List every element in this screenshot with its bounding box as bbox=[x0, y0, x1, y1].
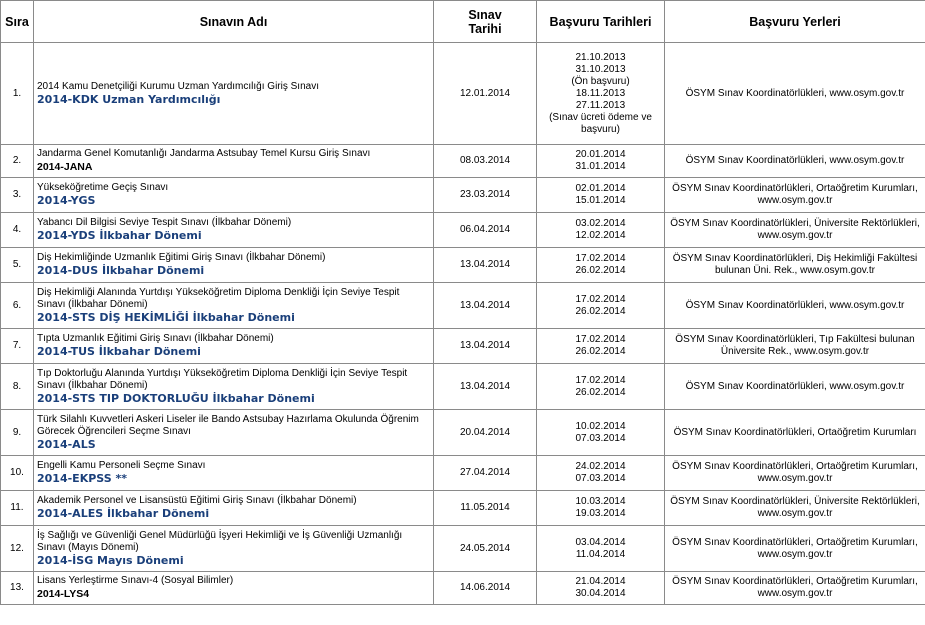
exam-date: 13.04.2014 bbox=[434, 364, 537, 410]
application-date-line: 26.02.2014 bbox=[575, 346, 626, 357]
application-dates bbox=[537, 456, 665, 491]
application-places bbox=[665, 491, 925, 526]
application-date-line: 27.11.2013 bbox=[575, 99, 626, 111]
application-place-line: Üniversite Rek., www.osym.gov.tr bbox=[720, 346, 870, 357]
application-dates bbox=[537, 526, 665, 572]
application-date-line: 26.02.2014 bbox=[575, 386, 626, 398]
application-places bbox=[665, 178, 925, 213]
application-date-line: 17.02.2014 bbox=[575, 253, 626, 264]
table-row bbox=[1, 178, 925, 213]
table-row bbox=[1, 283, 925, 329]
application-place-line: ÖSYM Sınav Koordinatörlükleri, Diş Hekimliği Fakültesi bbox=[672, 253, 918, 264]
row-number: 6. bbox=[1, 283, 34, 329]
application-dates bbox=[537, 329, 665, 364]
exam-name-cell bbox=[34, 178, 434, 213]
application-dates bbox=[537, 572, 665, 605]
application-date-line: 02.01.2014 bbox=[575, 183, 626, 194]
exam-date: 23.03.2014 bbox=[434, 178, 537, 213]
application-places bbox=[665, 145, 925, 178]
exam-name-cell bbox=[34, 491, 434, 526]
col-header-basvuru: Başvuru Tarihleri bbox=[537, 1, 665, 43]
application-places bbox=[665, 456, 925, 491]
application-date-line: 18.11.2013 bbox=[575, 87, 626, 99]
exam-name-cell bbox=[34, 283, 434, 329]
col-header-adi: Sınavın Adı bbox=[34, 1, 434, 43]
application-places bbox=[665, 364, 925, 410]
col-header-tarih-line2: Tarihi bbox=[468, 21, 502, 36]
application-dates bbox=[537, 364, 665, 410]
application-date-line: 17.02.2014 bbox=[575, 374, 626, 386]
exam-date: 13.04.2014 bbox=[434, 248, 537, 283]
exam-date: 24.05.2014 bbox=[434, 526, 537, 572]
exam-code-link[interactable]: 2014-TUS İlkbahar Dönemi bbox=[37, 345, 201, 358]
exam-code-link[interactable]: 2014-KDK Uzman Yardımcılığı bbox=[37, 92, 221, 106]
col-header-yerler: Başvuru Yerleri bbox=[665, 1, 925, 43]
exam-date: 08.03.2014 bbox=[434, 145, 537, 178]
table-row bbox=[1, 329, 925, 364]
exam-description: Diş Hekimliği Alanında Yurtdışı Yükseköğretim Diploma Denkliği İçin Seviye Tespit Sınavı (İlkbahar Dönemi) bbox=[37, 286, 400, 310]
exam-name-cell bbox=[34, 364, 434, 410]
application-places bbox=[665, 526, 925, 572]
application-date-line: 12.02.2014 bbox=[575, 230, 626, 241]
exam-date: 12.01.2014 bbox=[434, 43, 537, 145]
exam-date: 13.04.2014 bbox=[434, 329, 537, 364]
application-places bbox=[665, 248, 925, 283]
exam-description: Akademik Personel ve Lisansüstü Eğitimi Giriş Sınavı (İlkbahar Dönemi) bbox=[37, 495, 357, 506]
application-dates bbox=[537, 248, 665, 283]
exam-name-cell bbox=[34, 213, 434, 248]
exam-name-cell bbox=[34, 329, 434, 364]
exam-name-cell bbox=[34, 526, 434, 572]
application-date-line: 20.01.2014 bbox=[575, 149, 626, 160]
col-header-tarih-line1: Sınav bbox=[468, 7, 502, 22]
row-number: 5. bbox=[1, 248, 34, 283]
row-number: 7. bbox=[1, 329, 34, 364]
application-date-line: 03.02.2014 bbox=[575, 218, 626, 229]
application-places bbox=[665, 283, 925, 329]
application-place-line: www.osym.gov.tr bbox=[757, 473, 833, 484]
table-row bbox=[1, 145, 925, 178]
application-place-line: ÖSYM Sınav Koordinatörlükleri, Ortaöğretim Kurumları, bbox=[672, 536, 918, 548]
row-number: 3. bbox=[1, 178, 34, 213]
exam-name-cell bbox=[34, 456, 434, 491]
exam-description: Tıpta Uzmanlık Eğitimi Giriş Sınavı (İlkbahar Dönemi) bbox=[37, 333, 274, 344]
exam-code-link[interactable]: 2014-JANA bbox=[37, 161, 93, 173]
application-place-line: ÖSYM Sınav Koordinatörlükleri, Üniversite Rektörlükleri, bbox=[670, 496, 920, 507]
exam-description: Jandarma Genel Komutanlığı Jandarma Astsubay Temel Kursu Giriş Sınavı bbox=[37, 148, 371, 159]
exam-description: 2014 Kamu Denetçiliği Kurumu Uzman Yardımcılığı Giriş Sınavı bbox=[37, 80, 319, 92]
row-number: 12. bbox=[1, 526, 34, 572]
application-place-line: ÖSYM Sınav Koordinatörlükleri, www.osym.gov.tr bbox=[685, 380, 905, 392]
exam-name-cell bbox=[34, 410, 434, 456]
row-number: 11. bbox=[1, 491, 34, 526]
application-places bbox=[665, 43, 925, 145]
application-date-line: 19.03.2014 bbox=[575, 508, 626, 519]
application-dates bbox=[537, 491, 665, 526]
table-row bbox=[1, 572, 925, 605]
table-row bbox=[1, 410, 925, 456]
application-place-line: ÖSYM Sınav Koordinatörlükleri, Ortaöğretim Kurumları bbox=[673, 426, 917, 438]
application-date-line: (Ön başvuru) bbox=[571, 75, 630, 87]
exam-code-link[interactable]: 2014-EKPSS ** bbox=[37, 472, 127, 485]
application-date-line: 26.02.2014 bbox=[575, 305, 626, 317]
application-dates bbox=[537, 43, 665, 145]
application-dates bbox=[537, 283, 665, 329]
application-date-line: 31.10.2013 bbox=[575, 63, 626, 75]
exam-code-link[interactable]: 2014-DUS İlkbahar Dönemi bbox=[37, 264, 205, 277]
application-date-line: 10.03.2014 bbox=[575, 496, 626, 507]
exam-date: 13.04.2014 bbox=[434, 283, 537, 329]
row-number: 4. bbox=[1, 213, 34, 248]
exam-code-link[interactable]: 2014-ALS bbox=[37, 437, 96, 451]
exam-description: Yabancı Dil Bilgisi Seviye Tespit Sınavı (İlkbahar Dönemi) bbox=[37, 217, 292, 228]
exam-date: 06.04.2014 bbox=[434, 213, 537, 248]
application-date-line: 17.02.2014 bbox=[575, 334, 626, 345]
application-date-line: 24.02.2014 bbox=[575, 461, 626, 472]
exam-description: Tıp Doktorluğu Alanında Yurtdışı Yükseköğretim Diploma Denkliği İçin Seviye Tespit Sınavı (İlkbahar Dönemi) bbox=[37, 367, 408, 391]
application-dates bbox=[537, 213, 665, 248]
exam-code-link[interactable]: 2014-YGS bbox=[37, 194, 96, 207]
exam-date: 14.06.2014 bbox=[434, 572, 537, 605]
application-date-line: 10.02.2014 bbox=[575, 420, 626, 432]
exam-code-link[interactable]: 2014-İSG Mayıs Dönemi bbox=[37, 553, 184, 567]
exam-code-link[interactable]: 2014-STS TIP DOKTORLUĞU İlkbahar Dönemi bbox=[37, 391, 315, 405]
application-date-line: başvuru) bbox=[581, 123, 620, 135]
row-number: 1. bbox=[1, 43, 34, 145]
col-header-tarih bbox=[434, 1, 537, 43]
application-place-line: www.osym.gov.tr bbox=[757, 548, 833, 560]
exam-date: 11.05.2014 bbox=[434, 491, 537, 526]
row-number: 9. bbox=[1, 410, 34, 456]
exam-description: Engelli Kamu Personeli Seçme Sınavı bbox=[37, 460, 206, 471]
application-place-line: ÖSYM Sınav Koordinatörlükleri, Tıp Fakültesi bulunan bbox=[675, 334, 915, 345]
application-places bbox=[665, 329, 925, 364]
application-date-line: 07.03.2014 bbox=[575, 432, 626, 444]
exam-description: Diş Hekimliğinde Uzmanlık Eğitimi Giriş Sınavı (İlkbahar Dönemi) bbox=[37, 252, 326, 263]
application-place-line: www.osym.gov.tr bbox=[757, 508, 833, 519]
row-number: 2. bbox=[1, 145, 34, 178]
application-date-line: 30.04.2014 bbox=[575, 588, 626, 599]
application-dates bbox=[537, 410, 665, 456]
application-place-line: ÖSYM Sınav Koordinatörlükleri, Üniversite Rektörlükleri, bbox=[670, 218, 920, 229]
exam-date: 20.04.2014 bbox=[434, 410, 537, 456]
exam-code-link[interactable]: 2014-LYS4 bbox=[37, 588, 90, 600]
application-dates bbox=[537, 178, 665, 213]
exam-description: Lisans Yerleştirme Sınavı-4 (Sosyal Bilimler) bbox=[37, 575, 234, 586]
application-dates bbox=[537, 145, 665, 178]
row-number: 10. bbox=[1, 456, 34, 491]
exam-name-cell bbox=[34, 43, 434, 145]
application-place-line: ÖSYM Sınav Koordinatörlükleri, www.osym.gov.tr bbox=[685, 155, 905, 166]
table-row bbox=[1, 213, 925, 248]
exam-name-cell bbox=[34, 145, 434, 178]
application-place-line: ÖSYM Sınav Koordinatörlükleri, Ortaöğretim Kurumları, bbox=[672, 461, 918, 472]
application-date-line: 03.04.2014 bbox=[575, 536, 626, 548]
application-place-line: ÖSYM Sınav Koordinatörlükleri, Ortaöğretim Kurumları, bbox=[672, 576, 918, 587]
application-place-line: bulunan Üni. Rek., www.osym.gov.tr bbox=[715, 265, 875, 276]
row-number: 13. bbox=[1, 572, 34, 605]
table-row bbox=[1, 456, 925, 491]
exam-code-link[interactable]: 2014-ALES İlkbahar Dönemi bbox=[37, 507, 210, 520]
application-places bbox=[665, 572, 925, 605]
application-date-line: 26.02.2014 bbox=[575, 265, 626, 276]
application-places bbox=[665, 410, 925, 456]
exam-code-link[interactable]: 2014-STS DİŞ HEKİMLİĞİ İlkbahar Dönemi bbox=[37, 310, 295, 324]
table-row bbox=[1, 364, 925, 410]
row-number: 8. bbox=[1, 364, 34, 410]
col-header-sira: Sıra bbox=[1, 1, 34, 43]
table-row bbox=[1, 248, 925, 283]
table-body bbox=[1, 43, 925, 605]
application-place-line: ÖSYM Sınav Koordinatörlükleri, Ortaöğretim Kurumları, bbox=[672, 183, 918, 194]
application-date-line: 11.04.2014 bbox=[575, 548, 626, 560]
application-date-line: 07.03.2014 bbox=[575, 473, 626, 484]
exam-code-link[interactable]: 2014-YDS İlkbahar Dönemi bbox=[37, 229, 202, 242]
application-date-line: 15.01.2014 bbox=[575, 195, 626, 206]
application-date-line: 21.10.2013 bbox=[575, 51, 626, 63]
application-date-line: 17.02.2014 bbox=[575, 293, 626, 305]
exam-description: İş Sağlığı ve Güvenliği Genel Müdürlüğü İşyeri Hekimliği ve İş Güvenliği Uzmanlığı Sınavı (Mayıs Dönemi) bbox=[37, 529, 403, 553]
table-row bbox=[1, 526, 925, 572]
application-places bbox=[665, 213, 925, 248]
application-date-line: 31.01.2014 bbox=[575, 161, 626, 172]
exam-description: Türk Silahlı Kuvvetleri Askeri Liseler ile Bando Astsubay Hazırlama Okulunda Öğrenim Görecek Öğrencileri Seçme Sınavı bbox=[37, 413, 419, 437]
exam-name-cell bbox=[34, 572, 434, 605]
header-row bbox=[1, 1, 925, 43]
table-row bbox=[1, 43, 925, 145]
application-date-line: (Sınav ücreti ödeme ve bbox=[549, 111, 652, 123]
application-place-line: ÖSYM Sınav Koordinatörlükleri, www.osym.gov.tr bbox=[685, 87, 905, 99]
application-date-line: 21.04.2014 bbox=[575, 576, 626, 587]
application-place-line: www.osym.gov.tr bbox=[757, 588, 833, 599]
exam-description: Yükseköğretime Geçiş Sınavı bbox=[37, 182, 169, 193]
application-place-line: www.osym.gov.tr bbox=[757, 195, 833, 206]
exam-date: 27.04.2014 bbox=[434, 456, 537, 491]
table-row bbox=[1, 491, 925, 526]
application-place-line: www.osym.gov.tr bbox=[757, 230, 833, 241]
application-place-line: ÖSYM Sınav Koordinatörlükleri, www.osym.gov.tr bbox=[685, 299, 905, 311]
exam-name-cell bbox=[34, 248, 434, 283]
